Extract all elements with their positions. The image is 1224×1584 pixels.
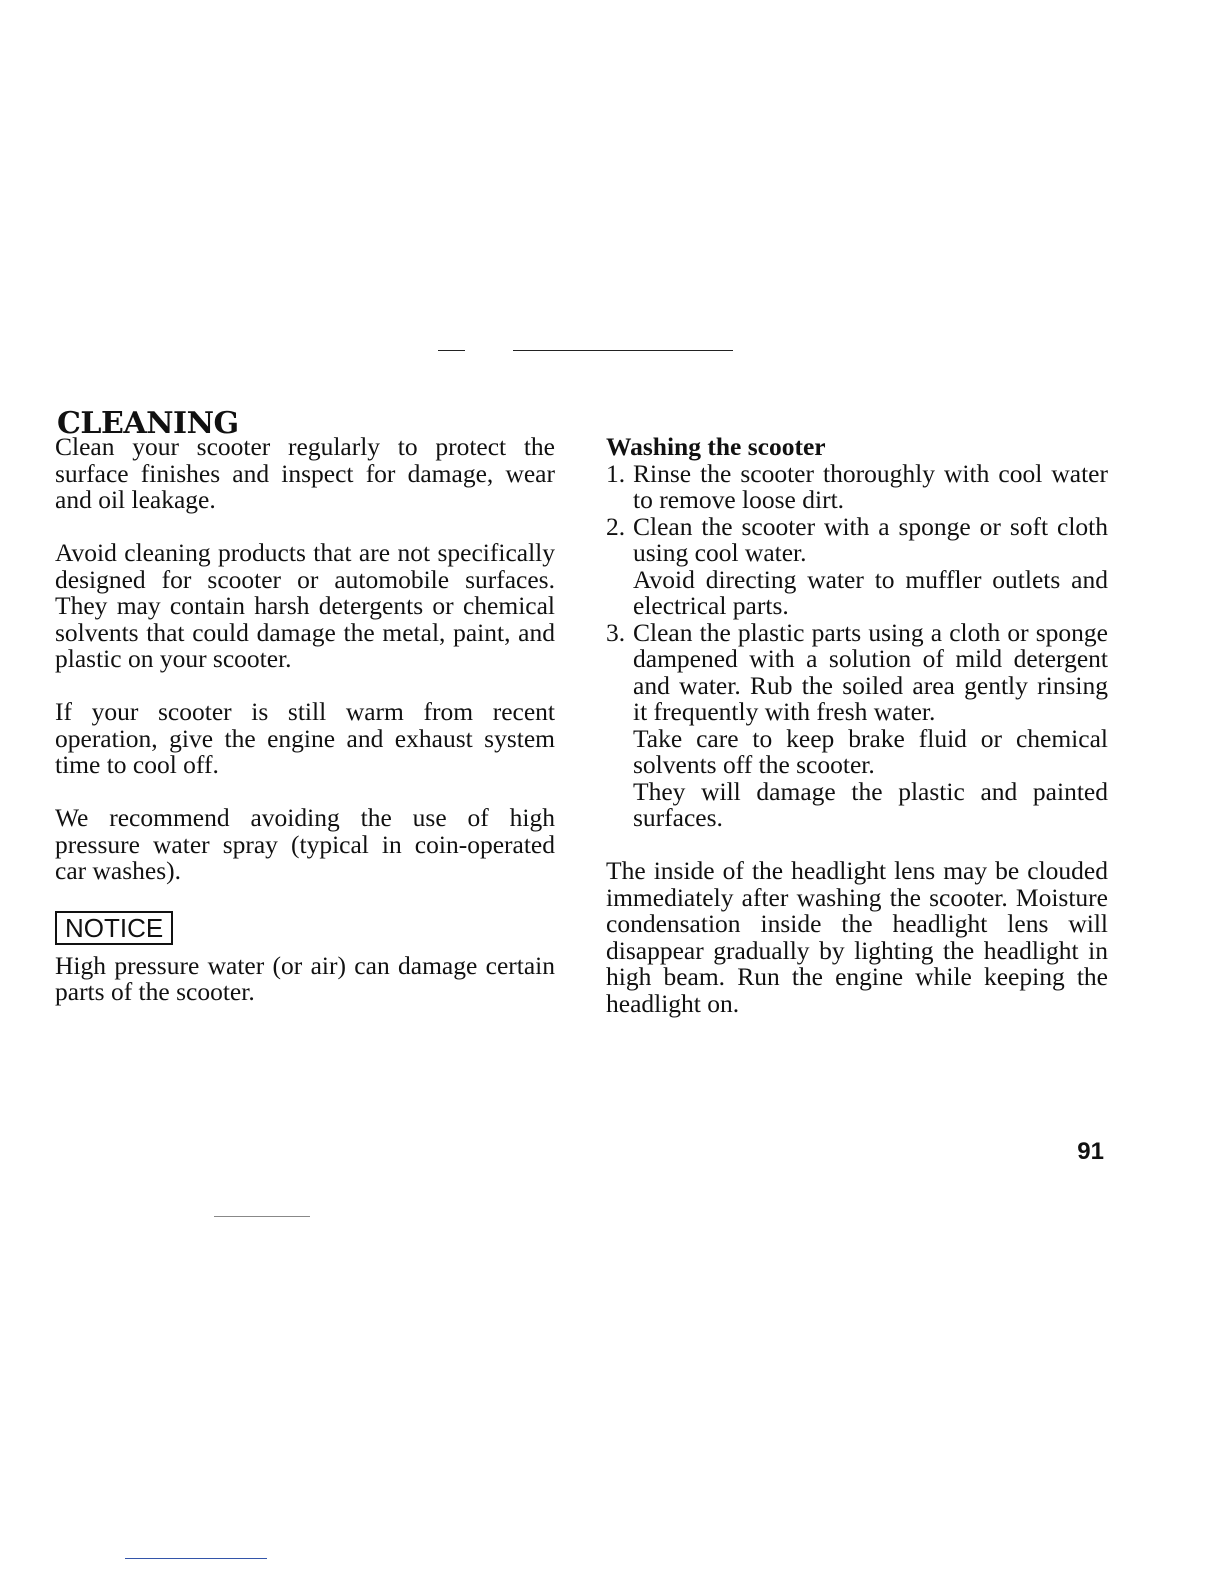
step-number: 3. xyxy=(606,617,626,647)
top-rule-long xyxy=(513,350,733,351)
washing-steps xyxy=(606,458,1108,832)
products-paragraph: Avoid cleaning products that are not specifically designed for scooter or automobile surfaces. They may contain harsh detergents or chemical solvents that could damage the metal, paint, and plastic on your scooter. xyxy=(55,538,555,673)
step-text: Clean the scooter with a sponge or soft cloth using cool water. xyxy=(633,511,1108,567)
headlight-paragraph: The inside of the headlight lens may be clouded immediately after washing the scooter. Moisture condensation inside the headlight lens will disappear gradually by lighting the headlight in high beam. Run the engine while keeping the headlight on. xyxy=(606,856,1108,1018)
step-item xyxy=(606,511,1108,620)
step-number: 1. xyxy=(606,458,626,488)
left-column xyxy=(55,434,555,1006)
step-text: Take care to keep brake fluid or chemical solvents off the scooter. xyxy=(633,723,1108,779)
washing-heading: Washing the scooter xyxy=(606,432,826,461)
right-column xyxy=(606,434,1108,1017)
warm-engine-paragraph: If your scooter is still warm from recent operation, give the engine and exhaust system time to cool off. xyxy=(55,697,555,779)
section-title: CLEANING xyxy=(57,406,239,442)
step-number: 2. xyxy=(606,511,626,541)
step-text: Clean the plastic parts using a cloth or sponge dampened with a solution of mild detergent and water. Rub the soiled area gently rinsing it frequently with fresh water. xyxy=(633,617,1108,726)
notice-text: High pressure water (or air) can damage certain parts of the scooter. xyxy=(55,950,555,1006)
intro-paragraph: Clean your scooter regularly to protect the surface finishes and inspect for damage, wear and oil leakage. xyxy=(55,432,555,514)
step-item xyxy=(606,458,1108,514)
step-text: Rinse the scooter thoroughly with cool water to remove loose dirt. xyxy=(633,458,1108,514)
footer-rule xyxy=(125,1558,267,1559)
notice-badge: NOTICE xyxy=(55,911,173,945)
step-text: Avoid directing water to muffler outlets and electrical parts. xyxy=(633,564,1108,620)
step-item xyxy=(606,617,1108,832)
pressure-spray-paragraph: We recommend avoiding the use of high pressure water spray (typical in coin-operated car washes). xyxy=(55,803,555,885)
bottom-rule xyxy=(214,1216,310,1217)
page-number: 91 xyxy=(1077,1138,1104,1165)
top-rule-short xyxy=(438,350,465,351)
step-text: They will damage the plastic and painted surfaces. xyxy=(633,776,1108,832)
